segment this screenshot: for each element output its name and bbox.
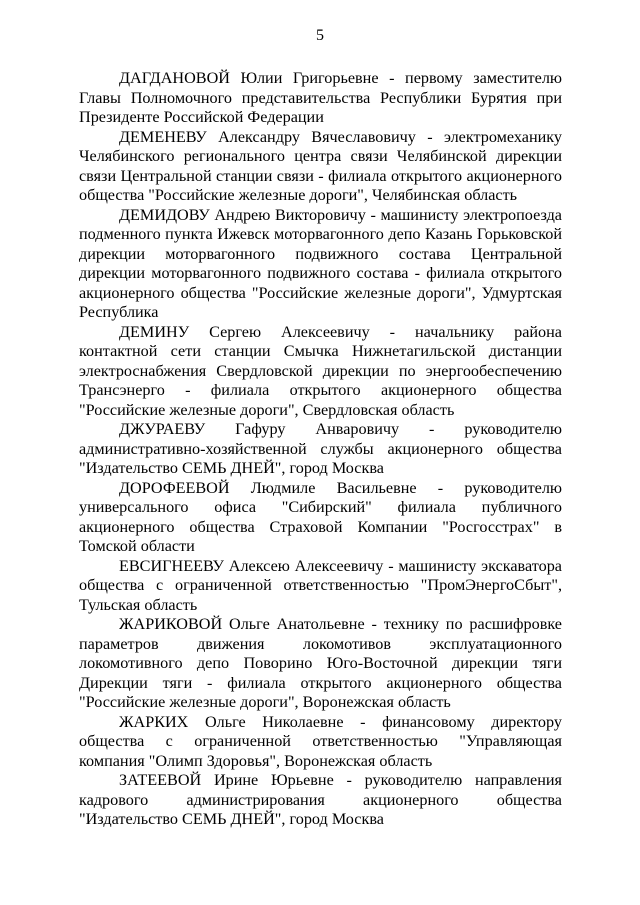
list-item: ДАГДАНОВОЙ Юлии Григорьевне - первому заместителю Главы Полномочного представительства Республики Бурятия при Президенте Российской Федерации	[79, 69, 562, 126]
list-item: ЖАРИКОВОЙ Ольге Анатольевне - технику по расшифровке параметров движения локомотивов эксплуатационного локомотивного депо Поворино Юго-Восточной дирекции тяги Дирекции тяги - филиала открытого акционерного общества "Российские железные дороги", Воронежская область	[79, 615, 562, 711]
list-item: ДЕМЕНЕВУ Александру Вячеславовичу - электромеханику Челябинского регионального центра связи Челябинской дирекции связи Центральной станции связи - филиала открытого акционерного общества "Российские железные дороги", Челябинская область	[79, 127, 562, 204]
list-item: ДОРОФЕЕВОЙ Людмиле Васильевне - руководителю универсального офиса "Сибирский" филиала публичного акционерного общества Страховой Компании "Росгосстрах" в Томской области	[79, 478, 562, 555]
page-number: 5	[316, 27, 324, 44]
list-item: ДЕМИДОВУ Андрею Викторовичу - машинисту электропоезда подменного пункта Ижевск моторвагонного депо Казань Горьковской дирекции моторвагонного подвижного состава Центральной дирекции моторвагонного подвижного состава - филиала открытого акционерного общества "Российские железные дороги", Удмуртская Республика	[79, 205, 562, 321]
list-item: ДЖУРАЕВУ Гафуру Анваровичу - руководителю административно-хозяйственной службы акционерного общества "Издательство СЕМЬ ДНЕЙ", город Москва	[79, 420, 562, 477]
list-item: ЗАТЕЕВОЙ Ирине Юрьевне - руководителю направления кадрового администрирования акционерного общества "Издательство СЕМЬ ДНЕЙ", город Москва	[79, 771, 562, 828]
award-list	[79, 69, 562, 830]
list-item: ЖАРКИХ Ольге Николаевне - финансовому директору общества с ограниченной ответственностью "Управляющая компания "Олимп Здоровья", Воронежская область	[79, 712, 562, 770]
list-item: ДЕМИНУ Сергею Алексеевичу - начальнику района контактной сети станции Смычка Нижнетагильской дистанции электроснабжения Свердловской дирекции по энергообеспечению Трансэнерго - филиала открытого акционерного общества "Российские железные дороги", Свердловская область	[79, 322, 562, 419]
list-item: ЕВСИГНЕЕВУ Алексею Алексеевичу - машинисту экскаватора общества с ограниченной ответственностью "ПромЭнергоСбыт", Тульская область	[79, 556, 562, 614]
